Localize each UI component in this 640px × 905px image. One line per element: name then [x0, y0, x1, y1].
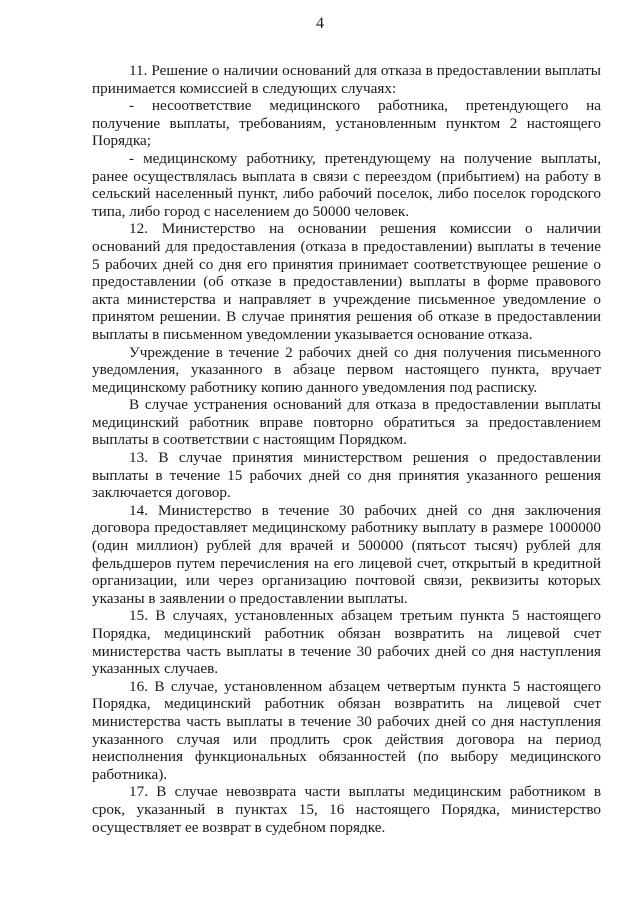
paragraph-12: 12. Министерство на основании решения комиссии о наличии оснований для предоставления (отказа в предоставлении) выплаты в течение 5 рабочих дней со дня его принятия принимает соответствующее решение о предоставлении (об отказе в предоставлении) выплаты в форме правового акта министерства и направляет в учреждение письменное уведомление о принятом решении. В случае принятия решения об отказе в предоставлении выплаты в письменном уведомлении указывается основание отказа. — [92, 220, 601, 343]
paragraph-17: 17. В случае невозврата части выплаты медицинским работником в срок, указанный в пунктах 15, 16 настоящего Порядка, министерство осуществляет ее возврат в судебном порядке. — [92, 783, 601, 836]
paragraph-16: 16. В случае, установленном абзацем четвертым пункта 5 настоящего Порядка, медицинский работник обязан возвратить на лицевой счет министерства часть выплаты в течение 30 рабочих дней со дня наступления указанного случая или продлить срок действия договора на период неисполнения функциональных обязанностей (по выбору медицинского работника). — [92, 677, 601, 783]
paragraph-12-reapply: В случае устранения оснований для отказа в предоставлении выплаты медицинский работник вправе повторно обратиться за предоставлением выплаты в соответствии с настоящим Порядком. — [92, 396, 601, 449]
paragraph-15: 15. В случаях, установленных абзацем третьим пункта 5 настоящего Порядка, медицинский работник обязан возвратить на лицевой счет министерства часть выплаты в течение 30 рабочих дней со дня наступления указанных случаев. — [92, 607, 601, 678]
paragraph-11: 11. Решение о наличии оснований для отказа в предоставлении выплаты принимается комиссией в следующих случаях: — [92, 62, 601, 97]
paragraph-12-notice: Учреждение в течение 2 рабочих дней со дня получения письменного уведомления, указанного в абзаце первом настоящего пункта, вручает медицинскому работнику копию данного уведомления под расписку. — [92, 343, 601, 396]
paragraph-14: 14. Министерство в течение 30 рабочих дней со дня заключения договора предоставляет медицинскому работнику выплату в размере 1000000 (один миллион) рублей для врачей и 500000 (пятьсот тысяч) рублей для фельдшеров путем перечисления на его лицевой счет, открытый в кредитной организации, или через организацию почтовой связи, реквизиты которых указаны в заявлении о предоставлении выплаты. — [92, 501, 601, 607]
document-body — [92, 62, 601, 836]
paragraph-11-case-1: - несоответствие медицинского работника, претендующего на получение выплаты, требованиям, установленным пунктом 2 настоящего Порядка; — [92, 97, 601, 150]
paragraph-11-case-2: - медицинскому работнику, претендующему на получение выплаты, ранее осуществлялась выплата в связи с переездом (прибытием) на работу в сельский населенный пункт, либо рабочий поселок, либо поселок городского типа, либо город с населением до 50000 человек. — [92, 149, 601, 220]
page-number: 4 — [316, 15, 324, 32]
paragraph-13: 13. В случае принятия министерством решения о предоставлении выплаты в течение 15 рабочих дней со дня принятия указанного решения заключается договор. — [92, 449, 601, 502]
